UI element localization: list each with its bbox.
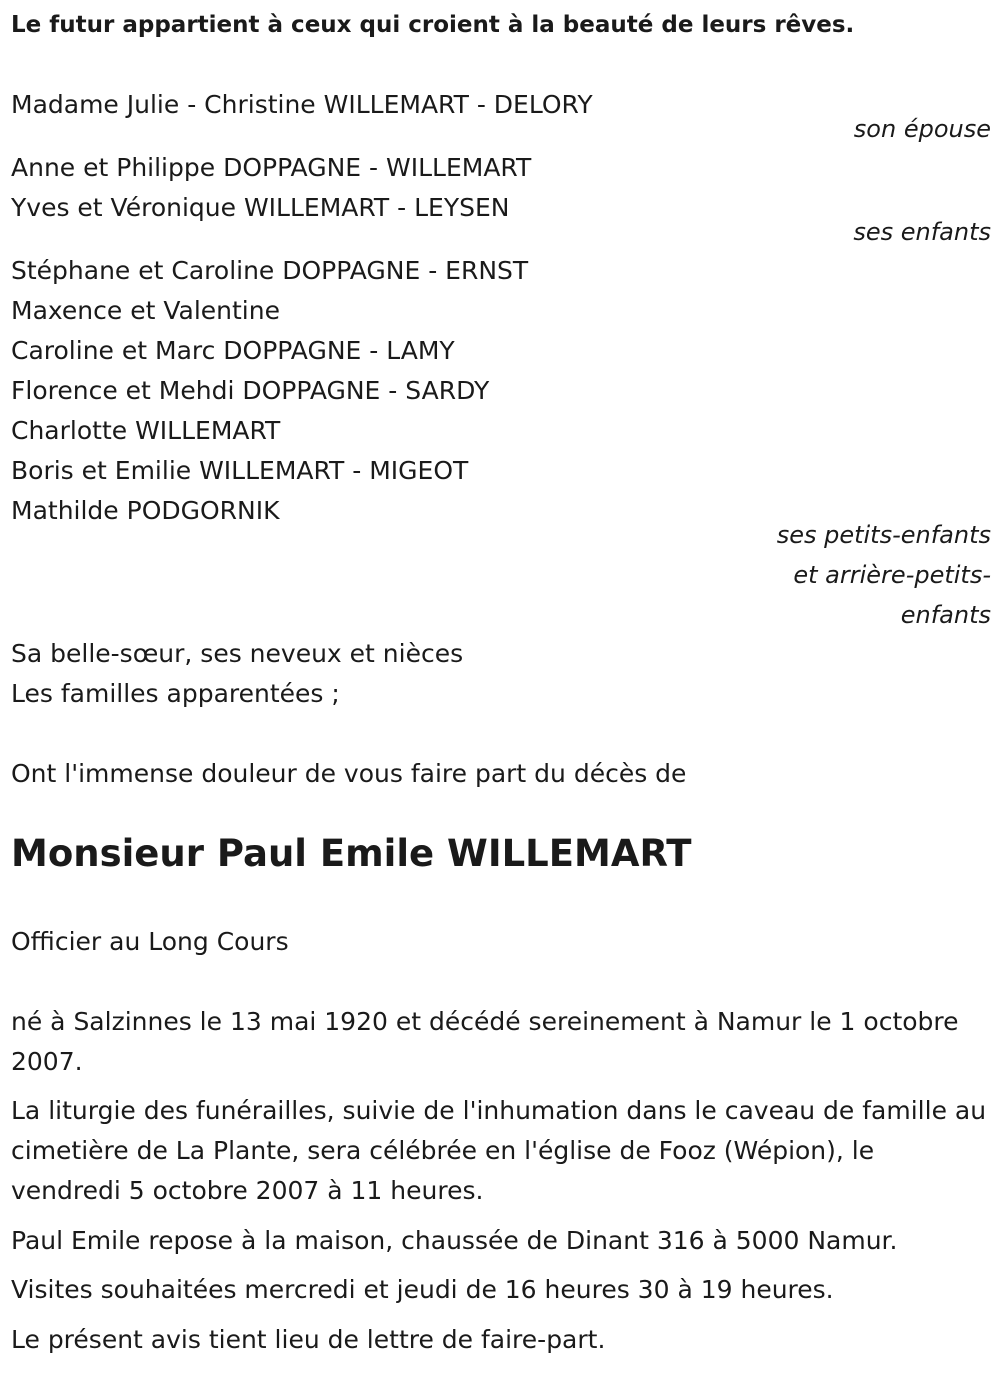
child-name: Yves et Véronique WILLEMART - LEYSEN — [11, 193, 510, 222]
notice-paragraph: Le présent avis tient lieu de lettre de faire-part. — [11, 1325, 606, 1354]
birth-death-paragraph: né à Salzinnes le 13 mai 1920 et décédé sereinement à Namur le 1 octobre 2007. — [11, 1007, 959, 1076]
announcement-text: Ont l'immense douleur de vous faire part du décès de — [11, 759, 687, 788]
grandchild-name: Maxence et Valentine — [11, 296, 280, 325]
children-role: ses enfants — [853, 218, 991, 246]
deceased-name: Monsieur Paul Emile WILLEMART — [11, 832, 692, 875]
grandchild-name: Stéphane et Caroline DOPPAGNE - ERNST — [11, 256, 529, 285]
grandchildren-section — [11, 251, 991, 531]
relatives-section — [11, 634, 991, 714]
children-section — [11, 148, 991, 252]
grandchild-name: Boris et Emilie WILLEMART - MIGEOT — [11, 456, 469, 485]
grandchild-name: Mathilde PODGORNIK — [11, 496, 280, 525]
funeral-paragraph: La liturgie des funérailles, suivie de l'inhumation dans le caveau de famille au cimetière de La Plante, sera célébrée en l'église de Fooz (Wépion), le vendredi 5 octobre 2007 à 11 heures. — [11, 1096, 987, 1205]
relatives-line: Les familles apparentées ; — [11, 679, 340, 708]
child-name: Anne et Philippe DOPPAGNE - WILLEMART — [11, 153, 532, 182]
grandchild-name: Charlotte WILLEMART — [11, 416, 281, 445]
announcement — [11, 754, 991, 794]
grandchildren-role: ses petits-enfants et arrière-petits-enfants — [776, 521, 991, 629]
spouse-section — [11, 85, 991, 149]
opening-quote: Le futur appartient à ceux qui croient à la beauté de leurs rêves. — [11, 12, 855, 38]
profession-text: Officier au Long Cours — [11, 927, 289, 956]
relatives-line: Sa belle-sœur, ses neveux et nièces — [11, 639, 464, 668]
spouse-role: son épouse — [853, 115, 991, 143]
repose-paragraph: Paul Emile repose à la maison, chaussée de Dinant 316 à 5000 Namur. — [11, 1226, 898, 1255]
visits-paragraph: Visites souhaitées mercredi et jeudi de 16 heures 30 à 19 heures. — [11, 1275, 834, 1304]
profession — [11, 922, 991, 962]
grandchild-name: Florence et Mehdi DOPPAGNE - SARDY — [11, 376, 490, 405]
spouse-name: Madame Julie - Christine WILLEMART - DELORY — [11, 90, 593, 119]
grandchild-name: Caroline et Marc DOPPAGNE - LAMY — [11, 336, 455, 365]
